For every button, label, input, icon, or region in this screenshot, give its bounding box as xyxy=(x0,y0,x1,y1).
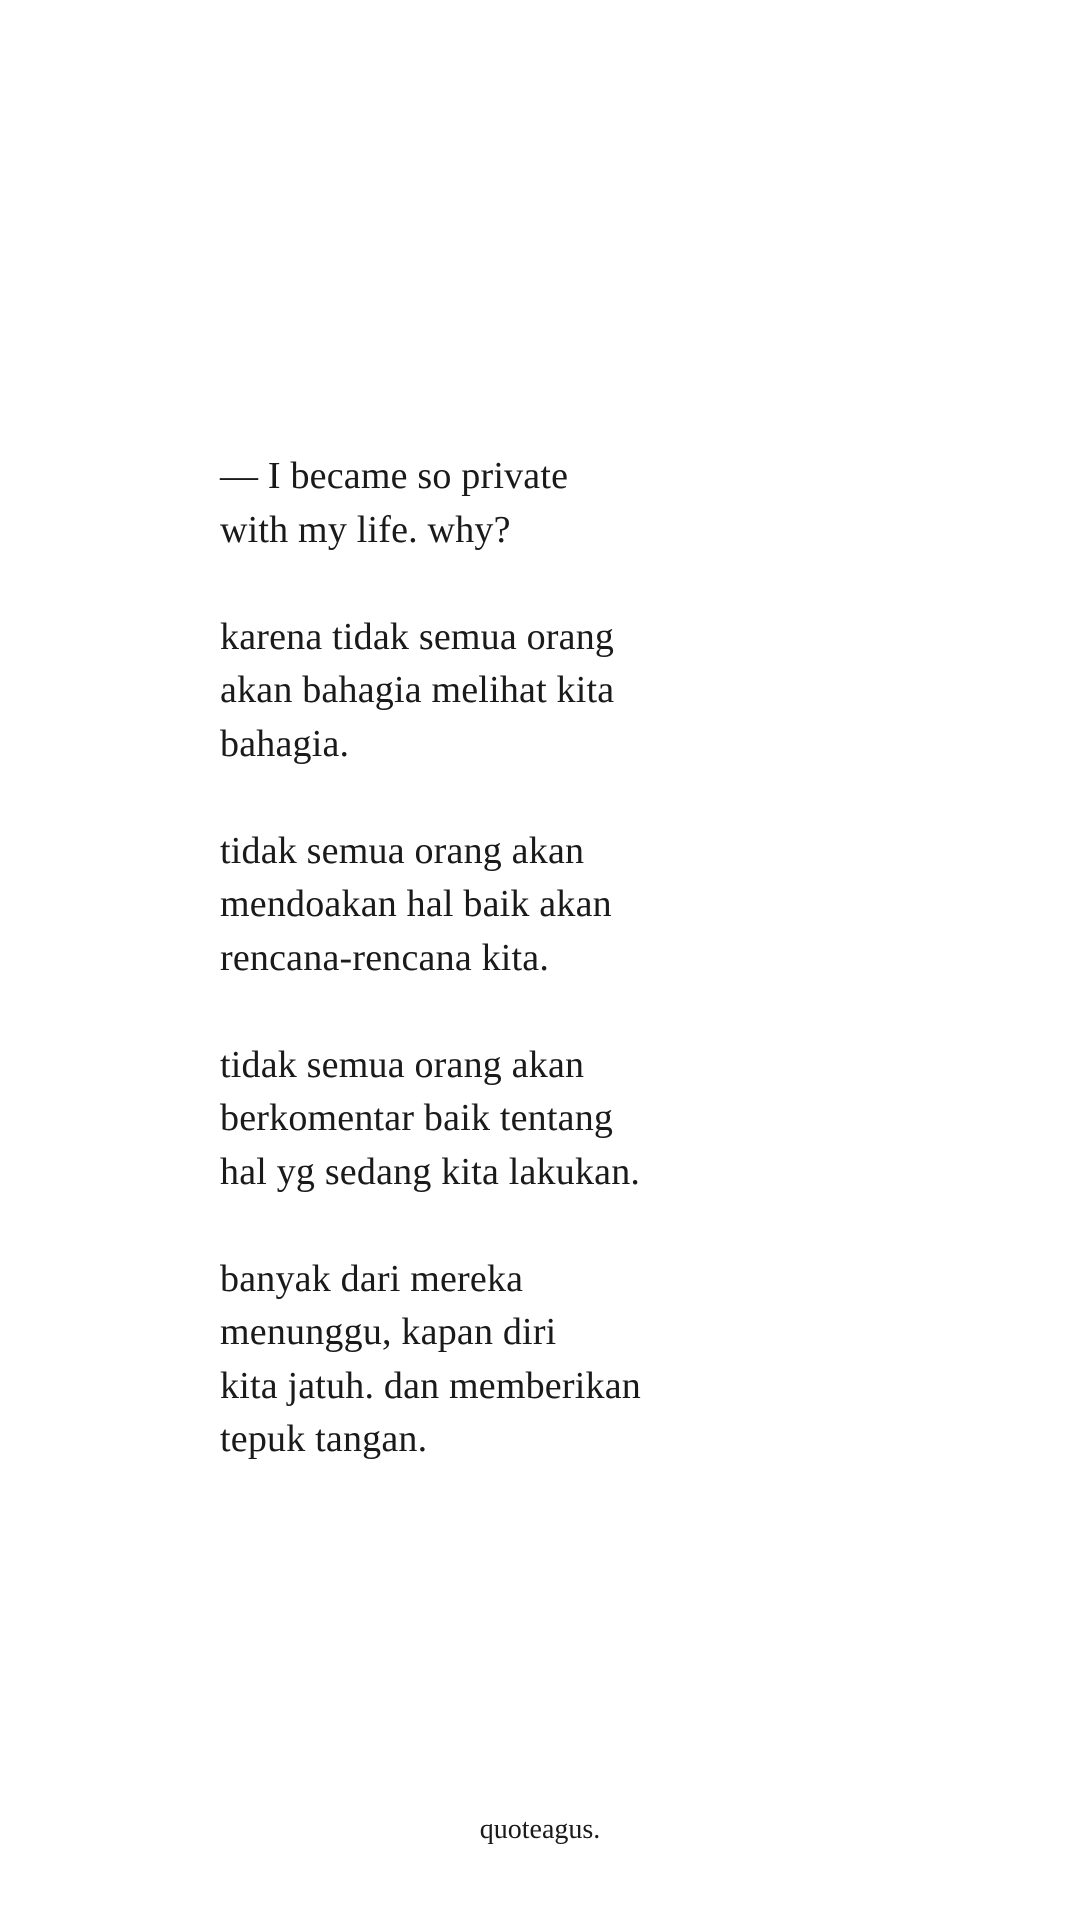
poem-line: akan bahagia melihat kita xyxy=(220,669,615,711)
stanza-3 xyxy=(220,825,940,986)
poem-line: menunggu, kapan diri xyxy=(220,1311,557,1353)
poem-line: banyak dari mereka xyxy=(220,1257,524,1300)
poem-line: berkomentar baik tentang xyxy=(220,1097,614,1139)
author-signature: quoteagus. xyxy=(479,1814,601,1845)
poem-line: kita jatuh. dan memberikan xyxy=(220,1364,641,1407)
poem-line: tidak semua orang akan xyxy=(220,829,585,872)
poem-line: with my life. why? xyxy=(220,508,511,551)
poem-line: hal yg sedang kita lakukan. xyxy=(220,1150,641,1193)
quote-text xyxy=(220,450,940,1467)
stanza-4 xyxy=(220,1039,940,1200)
stanza-2 xyxy=(220,611,940,772)
stanza-5 xyxy=(220,1253,940,1467)
poem-line: mendoakan hal baik akan xyxy=(220,883,612,925)
poem-line: tidak semua orang akan xyxy=(220,1043,585,1086)
poem-line: karena tidak semua orang xyxy=(220,615,615,658)
poem-line: — I became so private xyxy=(220,455,569,497)
poem-line: rencana-rencana kita. xyxy=(220,936,550,979)
poem-line: bahagia. xyxy=(220,722,350,765)
poem-line: tepuk tangan. xyxy=(220,1418,428,1460)
stanza-1 xyxy=(220,450,940,557)
